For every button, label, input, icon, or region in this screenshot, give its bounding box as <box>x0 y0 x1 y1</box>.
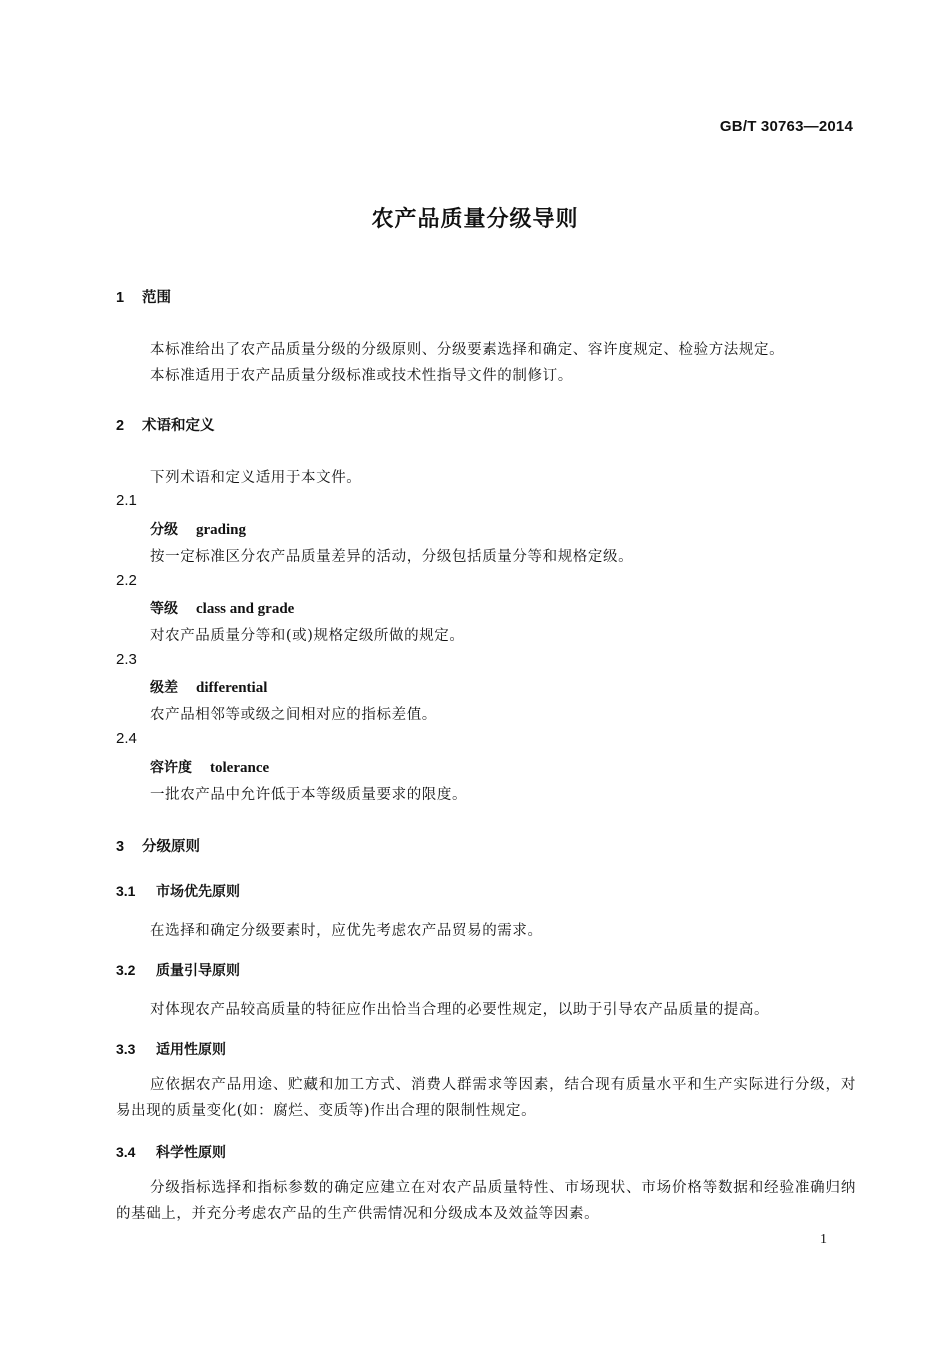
term-number: 2.2 <box>116 572 137 589</box>
section-title: 分级原则 <box>142 839 200 855</box>
term-heading <box>150 519 246 539</box>
term-zh: 级差 <box>150 680 178 696</box>
subsection-title: 科学性原则 <box>156 1145 226 1161</box>
subsection-text: 分级指标选择和指标参数的确定应建立在对农产品质量特性、市场现状、市场价格等数据和经验准确归纳的基础上，并充分考虑农产品的生产供需情况和分级成本及效益等因素。 <box>116 1180 856 1222</box>
subsection-heading <box>116 881 240 901</box>
subsection-heading <box>116 960 240 980</box>
subsection-text: 在选择和确定分级要素时，应优先考虑农产品贸易的需求。 <box>150 923 543 939</box>
section-title: 术语和定义 <box>142 418 215 434</box>
section-title: 范围 <box>142 290 171 306</box>
term-zh: 分级 <box>150 522 178 538</box>
term-number: 2.3 <box>116 651 137 668</box>
term-en: class and grade <box>196 601 295 617</box>
document-title: 农产品质量分级导则 <box>371 207 579 232</box>
section-number: 3 <box>116 839 125 855</box>
standard-number: GB/T 30763—2014 <box>719 118 853 135</box>
term-zh: 容许度 <box>150 760 192 776</box>
section-number: 1 <box>116 290 125 306</box>
term-definition: 农产品相邻等或级之间相对应的指标差值。 <box>150 707 437 723</box>
term-number: 2.4 <box>116 730 137 747</box>
term-en: tolerance <box>210 760 270 776</box>
page-number: 1 <box>820 1232 827 1247</box>
term-heading <box>150 677 267 697</box>
subsection-title: 质量引导原则 <box>156 963 240 979</box>
term-en: differential <box>196 680 268 696</box>
subsection-title: 市场优先原则 <box>156 884 240 900</box>
term-en: grading <box>196 522 247 538</box>
term-definition: 按一定标准区分农产品质量差异的活动，分级包括质量分等和规格定级。 <box>150 549 634 565</box>
section-2-heading <box>116 414 215 435</box>
subsection-heading <box>116 1039 226 1059</box>
subsection-text: 对体现农产品较高质量的特征应作出恰当合理的必要性规定，以助于引导农产品质量的提高。 <box>150 1002 770 1018</box>
subsection-number: 3.4 <box>116 1144 136 1160</box>
subsection-number: 3.1 <box>116 883 136 899</box>
term-definition: 一批农产品中允许低于本等级质量要求的限度。 <box>150 787 468 803</box>
section-3-heading <box>116 835 200 856</box>
subsection-text: 应依据农产品用途、贮藏和加工方式、消费人群需求等因素，结合现有质量水平和生产实际进行分级，对易出现的质量变化(如：腐烂、变质等)作出合理的限制性规定。 <box>116 1077 856 1119</box>
subsection-number: 3.2 <box>116 962 136 978</box>
scope-paragraph-2: 本标准适用于农产品质量分级标准或技术性指导文件的制修订。 <box>150 368 573 384</box>
subsection-number: 3.3 <box>116 1041 136 1057</box>
subsection-heading <box>116 1142 226 1162</box>
term-heading <box>150 757 269 777</box>
section-1-heading <box>116 286 171 307</box>
scope-paragraph-1: 本标准给出了农产品质量分级的分级原则、分级要素选择和确定、容许度规定、检验方法规定。 <box>150 342 785 358</box>
terms-intro: 下列术语和定义适用于本文件。 <box>150 470 362 486</box>
term-definition: 对农产品质量分等和(或)规格定级所做的规定。 <box>150 628 465 644</box>
term-zh: 等级 <box>150 601 178 617</box>
section-number: 2 <box>116 418 125 434</box>
term-number: 2.1 <box>116 492 137 509</box>
subsection-title: 适用性原则 <box>156 1042 226 1058</box>
term-heading <box>150 598 294 618</box>
